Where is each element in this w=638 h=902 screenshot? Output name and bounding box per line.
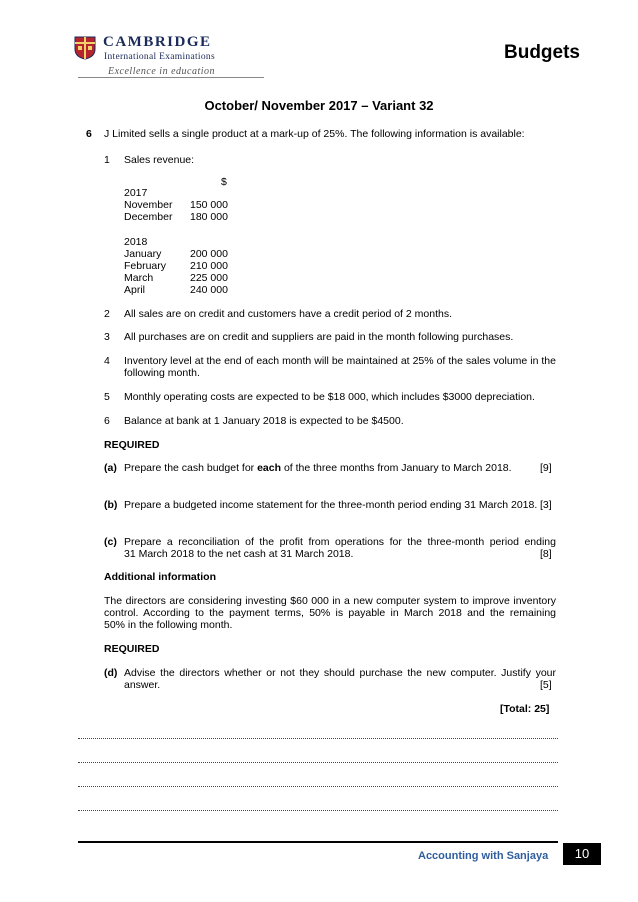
sales-value: 200 000 (190, 248, 228, 260)
item-text: Monthly operating costs are expected to be $18 000, which includes $3000 depreciation. (124, 391, 535, 403)
required-heading: REQUIRED (104, 439, 160, 451)
logo-tagline: Excellence in education (108, 66, 216, 77)
question-number: 6 (86, 128, 92, 140)
page-number: 10 (563, 843, 601, 865)
total-marks: [Total: 25] (500, 703, 550, 715)
item-text: Balance at bank at 1 January 2018 is expected to be $4500. (124, 415, 404, 427)
additional-text: The directors are considering investing $60 000 in a new computer system to improve inventory (104, 595, 556, 607)
currency-header: $ (221, 176, 227, 188)
session-heading: October/ November 2017 – Variant 32 (204, 98, 434, 113)
year-label: 2017 (124, 187, 148, 199)
part-label: (d) (104, 667, 118, 679)
item-number: 3 (104, 331, 110, 343)
additional-text: control. According to the payment terms, 50% is payable in March 2018 and the remaining (104, 607, 556, 619)
document-title: Budgets (504, 42, 580, 63)
required-heading: REQUIRED (104, 643, 160, 655)
item-text: All purchases are on credit and suppliers are paid in the month following purchases. (124, 331, 514, 343)
footer-credit: Accounting with Sanjaya (418, 850, 549, 862)
answer-line[interactable] (78, 762, 558, 764)
item-text: Sales revenue: (124, 154, 195, 166)
sales-value: 180 000 (190, 211, 228, 223)
marks: [5] (540, 679, 552, 691)
sales-value: 150 000 (190, 199, 228, 211)
month-label: November (124, 199, 173, 211)
item-number: 5 (104, 391, 110, 403)
logo-name: CAMBRIDGE (103, 34, 212, 50)
additional-text: 50% in the following month. (104, 619, 233, 631)
part-c-text-continued: 31 March 2018 to the net cash at 31 March 2018. (124, 548, 354, 560)
cambridge-crest-icon (74, 36, 96, 60)
item-number: 4 (104, 355, 110, 367)
item-text: Inventory level at the end of each month will be maintained at 25% of the sales volume in the (124, 355, 556, 367)
item-text: All sales are on credit and customers have a credit period of 2 months. (124, 308, 453, 320)
marks: [3] (540, 499, 552, 511)
item-number: 1 (104, 154, 110, 166)
marks: [8] (540, 548, 552, 560)
part-label: (a) (104, 462, 117, 474)
part-b-text: Prepare a budgeted income statement for the three-month period ending 31 March 2018. (124, 499, 538, 511)
item-number: 2 (104, 308, 110, 320)
sales-value: 240 000 (190, 284, 228, 296)
month-label: April (124, 284, 146, 296)
sales-value: 225 000 (190, 272, 228, 284)
year-label: 2018 (124, 236, 148, 248)
part-label: (c) (104, 536, 117, 548)
answer-line[interactable] (78, 810, 558, 812)
footer-divider (78, 841, 558, 843)
logo-divider (78, 77, 264, 78)
part-d-text: Advise the directors whether or not they should purchase the new computer. Justify your (124, 667, 556, 679)
item-text-continued: following month. (124, 367, 200, 379)
month-label: December (124, 211, 173, 223)
answer-line[interactable] (78, 738, 558, 740)
item-number: 6 (104, 415, 110, 427)
part-a-text: Prepare the cash budget for each of the three months from January to March 2018. (124, 462, 512, 474)
additional-heading: Additional information (104, 571, 216, 583)
sales-value: 210 000 (190, 260, 228, 272)
answer-line[interactable] (78, 786, 558, 788)
part-c-text: Prepare a reconciliation of the profit from operations for the three-month period ending (124, 536, 556, 548)
part-label: (b) (104, 499, 118, 511)
part-d-text-continued: answer. (124, 679, 161, 691)
marks: [9] (540, 462, 552, 474)
question-intro: J Limited sells a single product at a mark-up of 25%. The following information is available: (104, 128, 525, 140)
month-label: March (124, 272, 154, 284)
logo-subtitle: International Examinations (104, 52, 215, 62)
month-label: January (124, 248, 162, 260)
month-label: February (124, 260, 167, 272)
